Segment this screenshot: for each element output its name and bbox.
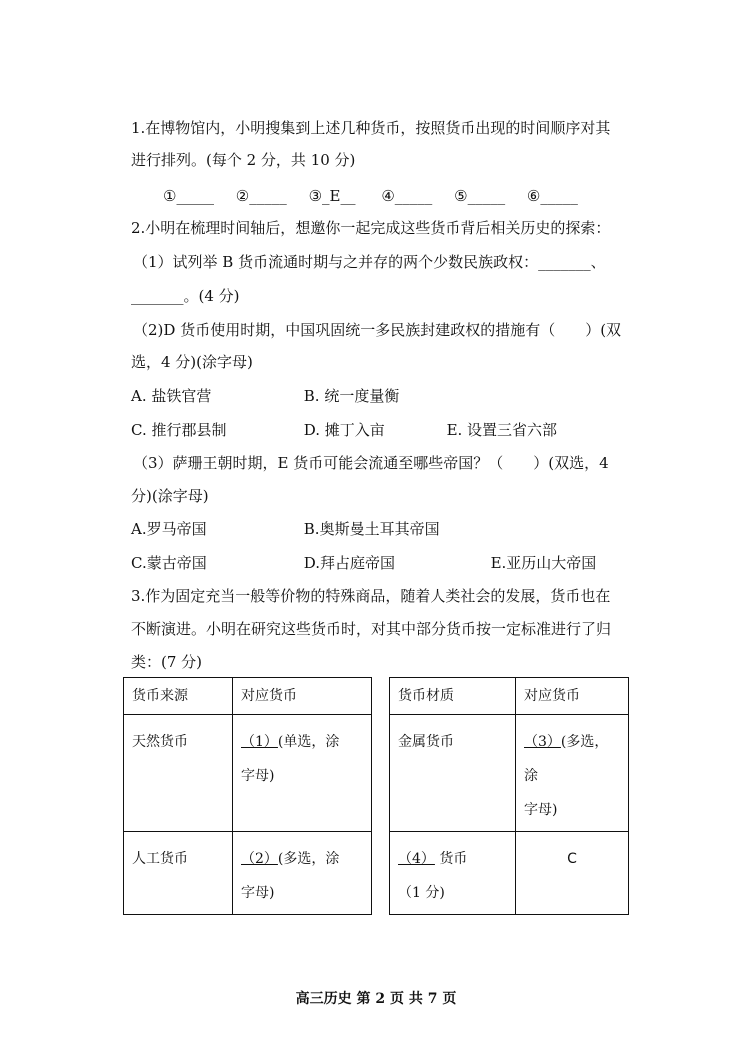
q3-line1: 3.作为固定充当一般等价物的特殊商品，随着人类社会的发展，货币也在 [131,587,611,605]
cell-answer-1[interactable] [233,715,372,832]
q1-blank-5[interactable]: ⑤_____ [454,187,506,205]
q3-line3: 类：(7 分) [131,653,203,671]
cell-answer-c: C [516,832,629,915]
q2-p3-option-d[interactable]: D.拜占庭帝国 [303,554,396,572]
q1-blank-1[interactable]: ①_____ [163,187,214,205]
blank-4[interactable]: （4） [398,851,435,867]
q2-p3-option-c[interactable]: C.蒙古帝国 [131,554,207,572]
cell-artificial-currency: 人工货币 [124,832,233,915]
cell-note-2: 字母) [241,768,275,784]
q2-option-a[interactable]: A. 盐铁官营 [131,387,212,405]
q2-part1-line1: （1）试列举 B 货币流通时期与之并存的两个少数民族政权：_______、 [133,253,606,271]
q1-blank-2[interactable]: ②_____ [235,187,287,205]
cell-note: (多选，涂 [277,851,340,867]
blank-3[interactable]: （3） [524,734,561,750]
header-material: 货币材质 [390,678,516,715]
q2-intro: 2.小明在梳理时间轴后，想邀你一起完成这些货币背后相关历史的探索： [131,219,611,237]
q2-p3-option-a[interactable]: A.罗马帝国 [131,520,207,538]
q2-part3-options-row2 [131,553,596,573]
table-row [124,832,629,915]
table-gap [372,832,390,915]
q1-blank-6[interactable]: ⑥_____ [526,187,578,205]
table-row [124,715,629,832]
classification-table [123,677,629,915]
header-source: 货币来源 [124,678,233,715]
table-header-row [124,678,629,715]
q1-blanks [163,186,578,206]
cell-metal-currency: 金属货币 [390,715,516,832]
header-currency-2: 对应货币 [516,678,629,715]
q2-option-c[interactable]: C. 推行郡县制 [131,421,227,439]
cell-answer-4[interactable] [390,832,516,915]
q1-line2: 进行排列。(每个 2 分，共 10 分) [131,151,356,169]
q2-p3-option-b[interactable]: B.奥斯曼土耳其帝国 [303,520,440,538]
page-footer: 高三历史 第 2 页 共 7 页 [295,991,457,1007]
header-currency-1: 对应货币 [233,678,372,715]
q2-part3-line2: 分)(涂字母) [131,487,209,505]
cell-note: (单选，涂 [277,734,340,750]
blank-2[interactable]: （2） [241,851,278,867]
blank-1[interactable]: （1） [241,734,278,750]
cell-note-2: （1 分) [398,885,445,901]
cell-note: (多选，涂 [524,734,609,784]
q1-blank-4[interactable]: ④_____ [381,187,433,205]
cell-natural-currency: 天然货币 [124,715,233,832]
cell-note: 货币 [434,851,468,867]
q2-part2-line1: （2)D 货币使用时期，中国巩固统一多民族封建政权的措施有（ ）(双 [133,321,622,339]
cell-note-2: 字母) [524,802,558,818]
q2-option-e[interactable]: E. 设置三省六部 [446,421,558,439]
q3-line2: 不断演进。小明在研究这些货币时，对其中部分货币按一定标准进行了归 [131,620,612,638]
q2-part3-line1: （3）萨珊王朝时期，E 货币可能会流通至哪些帝国？（ ）(双选，4 [133,454,609,472]
cell-note-2: 字母) [241,885,275,901]
q2-part2-options-row1 [131,386,399,406]
cell-answer-2[interactable] [233,832,372,915]
q2-part2-options-row2 [131,420,557,440]
q2-part3-options-row1 [131,519,440,539]
cell-answer-3[interactable] [516,715,629,832]
q2-p3-option-e[interactable]: E.亚历山大帝国 [490,554,597,572]
q2-part2-line2: 选，4 分)(涂字母) [131,353,253,371]
q1-line1: 1.在博物馆内，小明搜集到上述几种货币，按照货币出现的时间顺序对其 [131,119,611,137]
q2-option-d[interactable]: D. 摊丁入亩 [303,421,385,439]
table-gap [372,715,390,832]
q1-blank-3[interactable]: ③_E__ [308,187,356,205]
q2-option-b[interactable]: B. 统一度量衡 [303,387,400,405]
q2-part1-line2: _______。(4 分) [131,287,240,305]
table-gap [372,678,390,715]
